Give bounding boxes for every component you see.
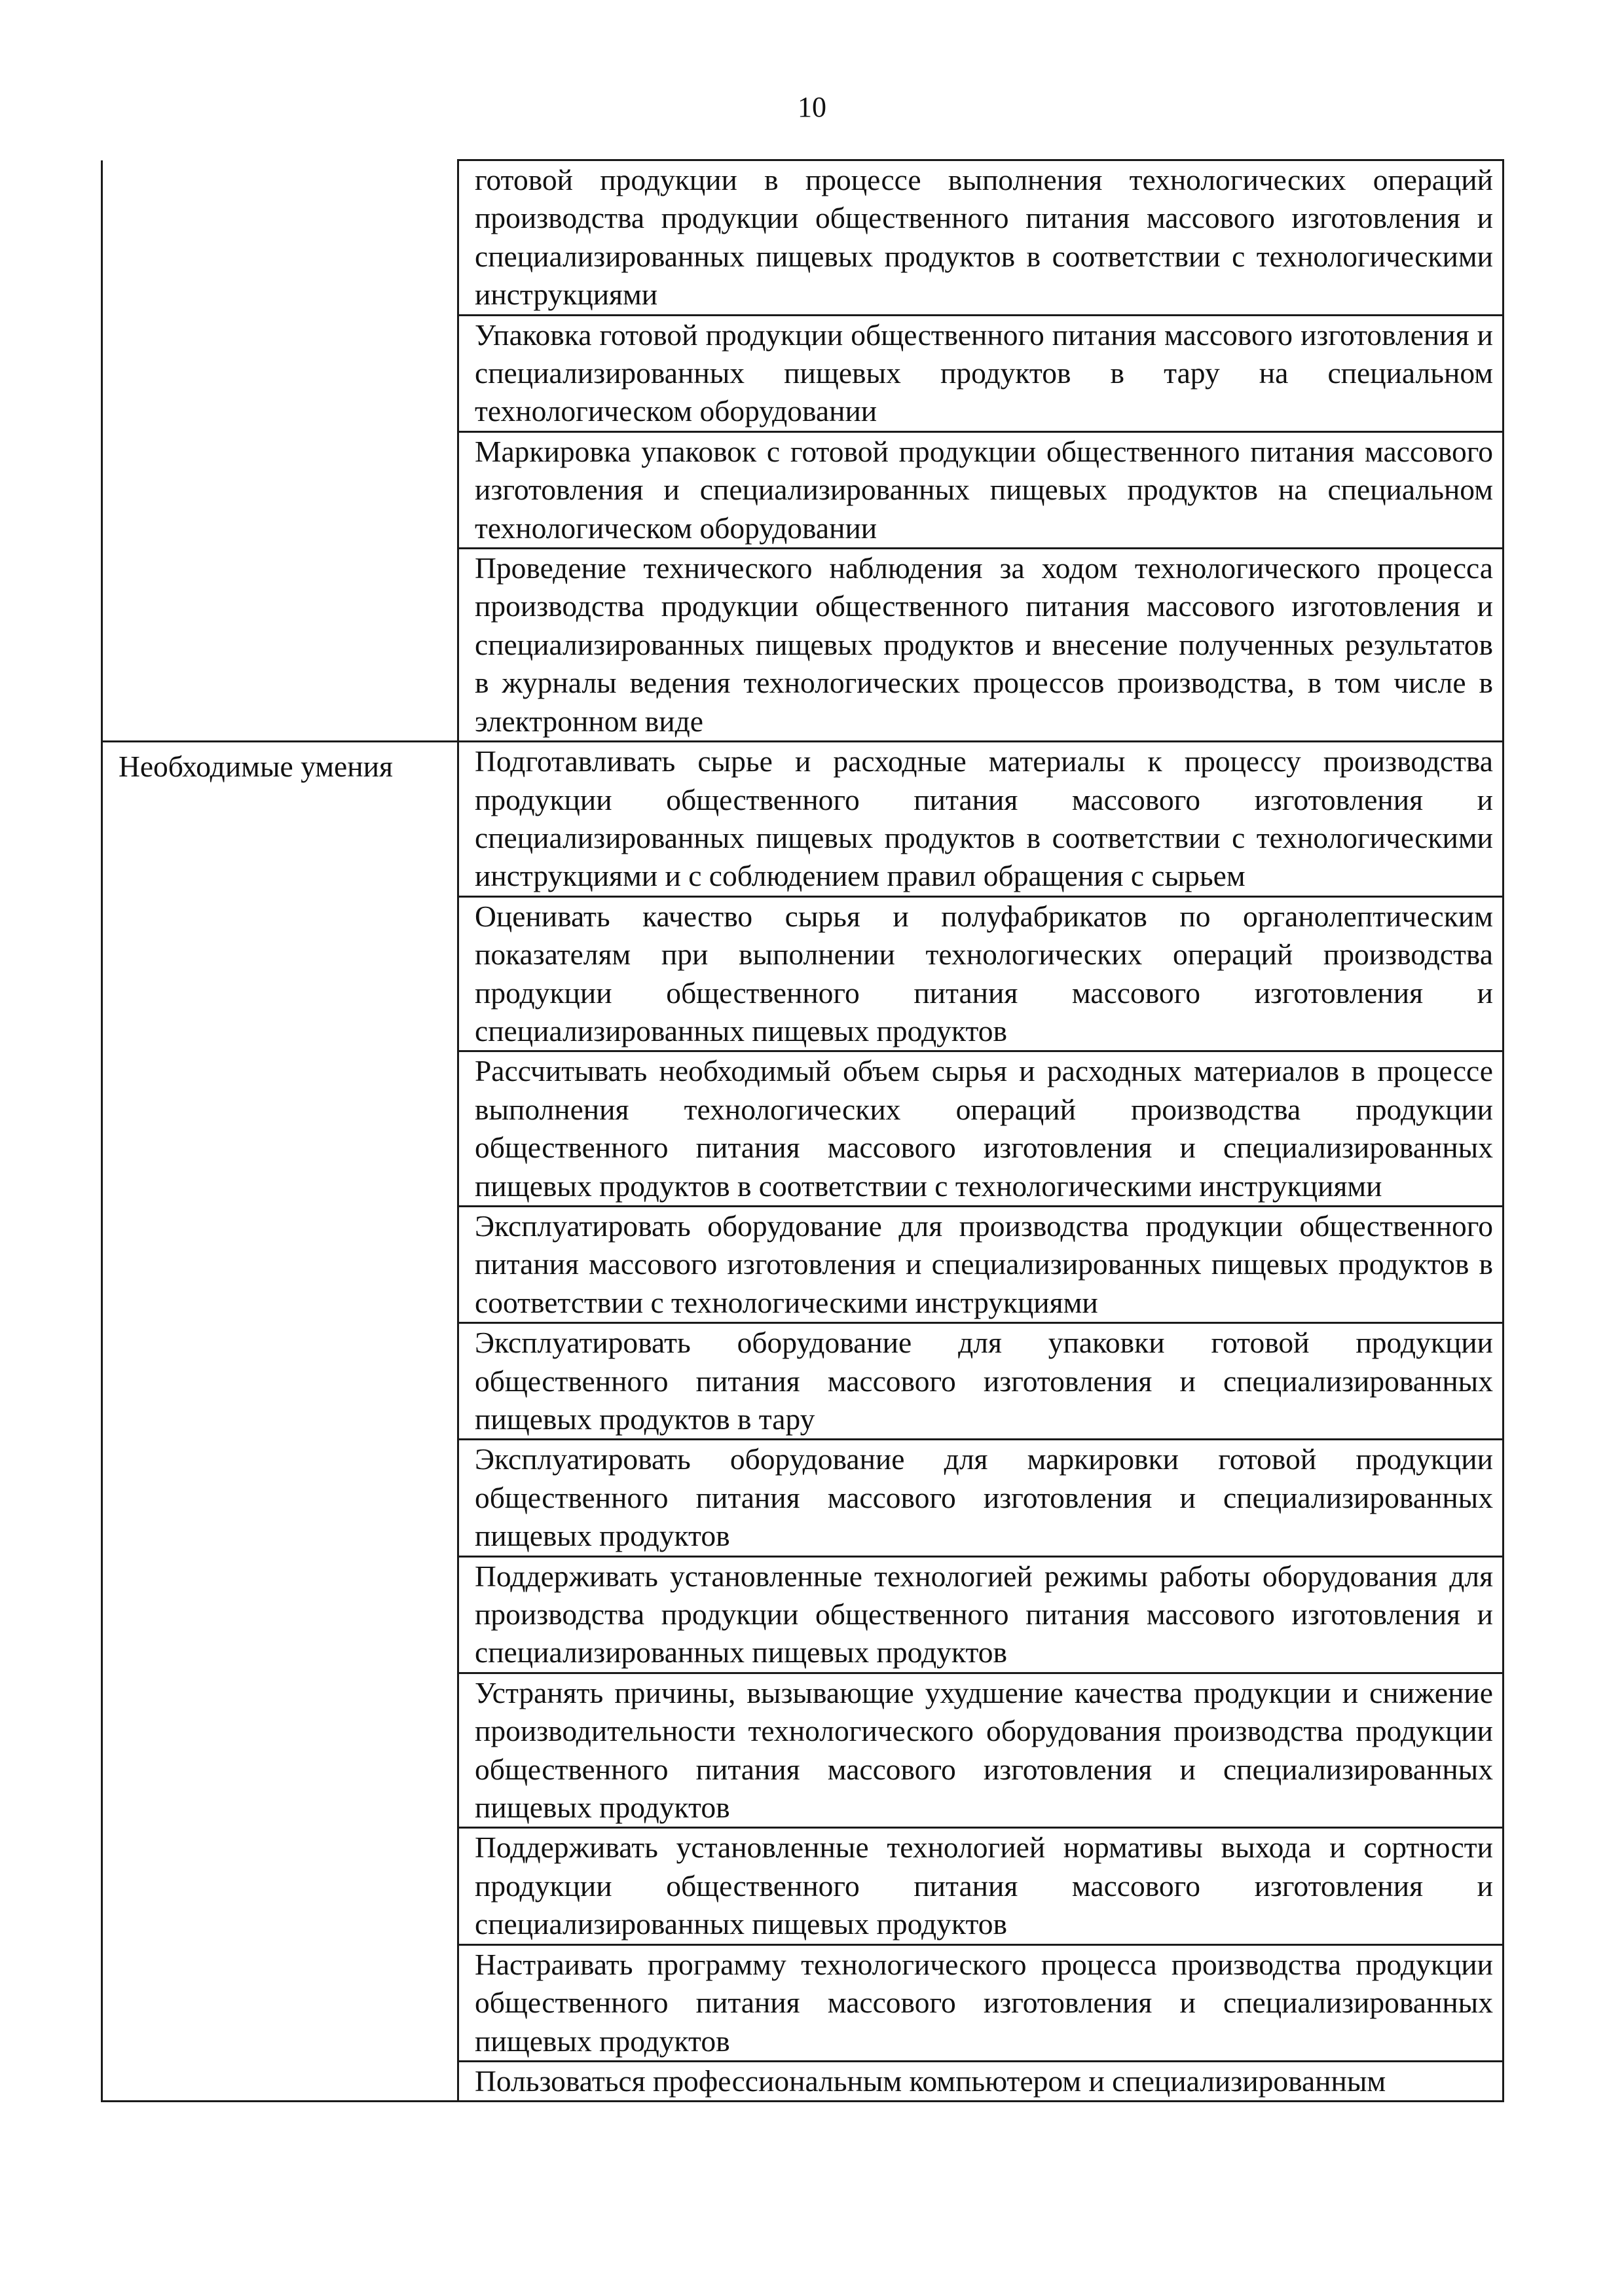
table-cell-text: Поддерживать установленные технологией нормативы выхода и сортности продукции общественного питания массового изготовления и специализированных пищевых продуктов [458,1828,1504,1944]
table-cell-text: Устранять причины, вызывающие ухудшение качества продукции и снижение производительности технологического оборудования производства продукции общественного питания массового изготовления и специализированных пищевых продуктов [458,1673,1504,1828]
table-cell-text: Упаковка готовой продукции общественного питания массового изготовления и специализированных пищевых продуктов в тару на специальном технологическом оборудовании [458,315,1504,431]
table-cell-text: Подготавливать сырье и расходные материалы к процессу производства продукции общественного питания массового изготовления и специализированных пищевых продуктов в соответствии с технологическими инструкциями и с соблюдением правил обращения с сырьем [458,742,1504,897]
table-cell-text: Эксплуатировать оборудование для маркировки готовой продукции общественного питания массового изготовления и специализированных пищевых продуктов [458,1440,1504,1556]
table-cell-text: Эксплуатировать оборудование для упаковки готовой продукции общественного питания массового изготовления и специализированных пищевых продуктов в тару [458,1323,1504,1440]
page-number: 10 [798,91,826,123]
table-row [102,160,1504,316]
table-cell-text: Проведение технического наблюдения за ходом технологического процесса производства продукции общественного питания массового изготовления и специализированных пищевых продуктов и внесение полученных результатов в журналы ведения технологических процессов производства, в том числе в электронном виде [458,549,1504,742]
table-cell-text: Оценивать качество сырья и полуфабрикатов по органолептическим показателям при выполнении технологических операций производства продукции общественного питания массового изготовления и специализированных пищевых продуктов [458,896,1504,1051]
requirements-table [101,159,1504,2102]
table-row [102,742,1504,897]
table-cell-text: Эксплуатировать оборудование для производства продукции общественного питания массового изготовления и специализированных пищевых продуктов в соответствии с технологическими инструкциями [458,1206,1504,1322]
table-cell-text: Настраивать программу технологического процесса производства продукции общественного питания массового изготовления и специализированных пищевых продуктов [458,1944,1504,2061]
table-cell-text: готовой продукции в процессе выполнения технологических операций производства продукции общественного питания массового изготовления и специализированных пищевых продуктов в соответствии с технологическими инструкциями [458,160,1504,316]
skills-label-cell: Необходимые умения [102,742,458,2102]
table-cell-text: Маркировка упаковок с готовой продукции общественного питания массового изготовления и специализированных пищевых продуктов на специальном технологическом оборудовании [458,431,1504,548]
table-cell-text: Пользоваться профессиональным компьютером и специализированным [458,2061,1504,2101]
table-cell-text: Поддерживать установленные технологией режимы работы оборудования для производства продукции общественного питания массового изготовления и специализированных пищевых продуктов [458,1556,1504,1673]
label-cell-continued [102,160,458,742]
table-cell-text: Рассчитывать необходимый объем сырья и расходных материалов в процессе выполнения технологических операций производства продукции общественного питания массового изготовления и специализированных пищевых продуктов в соответствии с технологическими инструкциями [458,1051,1504,1207]
